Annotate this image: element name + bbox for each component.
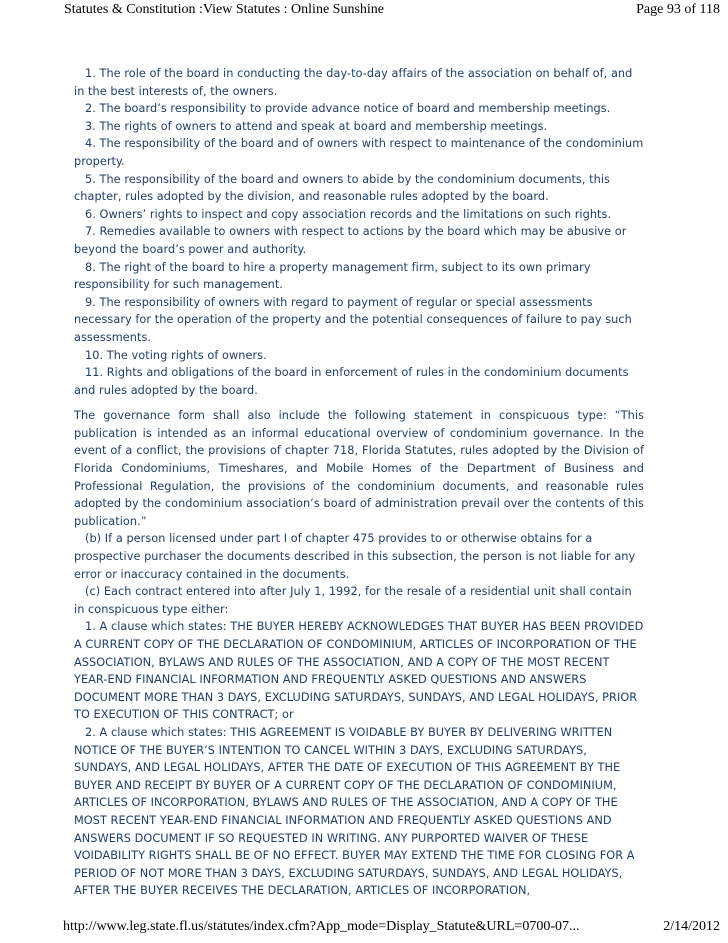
page-number: Page 93 of 118 (636, 2, 720, 17)
clause-2: 2. A clause which states: THIS AGREEMENT IS VOIDABLE BY BUYER BY DELIVERING WRITTEN NOTICE OF THE BUYER’S INTENTION TO CANCEL WITHIN 3 DAYS, EXCLUDING SATURDAYS, SUNDAYS, AND LEGAL HOLIDAYS, AFTER THE DATE OF EXECUTION OF THIS AGREEMENT BY THE BUYER AND RECEIPT BY BUYER OF A CURRENT COPY OF THE DECLARATION OF CONDOMINIUM, ARTICLES OF INCORPORATION, BYLAWS AND RULES OF THE ASSOCIATION, AND A COPY OF THE MOST RECENT YEAR-END FINANCIAL INFORMATION AND FREQUENTLY ASKED QUESTIONS AND ANSWERS DOCUMENT IF SO REQUESTED IN WRITING. ANY PURPORTED WAIVER OF THESE VOIDABILITY RIGHTS SHALL BE OF NO EFFECT. BUYER MAY EXTEND THE TIME FOR CLOSING FOR A PERIOD OF NOT MORE THAN 3 DAYS, EXCLUDING SATURDAYS, SUNDAYS, AND LEGAL HOLIDAYS, AFTER THE BUYER RECEIVES THE DECLARATION, ARTICLES OF INCORPORATION, (74, 725, 635, 898)
print-header (64, 2, 720, 22)
print-date: 2/14/2012 (663, 919, 720, 934)
page-title: Statutes & Constitution :View Statutes : Online Sunshine (64, 2, 384, 17)
list-item: 7. Remedies available to owners with respect to actions by the board which may be abusive or beyond the board’s power and authority. (74, 225, 627, 256)
paragraph-b: (b) If a person licensed under part I of chapter 475 provides to or otherwise obtains for a prospective purchaser the documents described in this subsection, the person is not liable for any error or inaccuracy contained in the documents. (74, 532, 636, 581)
list-item: 10. The voting rights of owners. (85, 348, 267, 362)
list-item: 11. Rights and obligations of the board in enforcement of rules in the condominium documents and rules adopted by the board. (74, 366, 629, 397)
list-item: 3. The rights of owners to attend and speak at board and membership meetings. (85, 119, 548, 133)
print-footer (63, 919, 720, 939)
statute-content (74, 65, 644, 900)
list-item: 2. The board’s responsibility to provide advance notice of board and membership meetings. (85, 102, 611, 116)
list-item: 6. Owners’ rights to inspect and copy association records and the limitations on such rights. (85, 207, 612, 221)
page-url: http://www.leg.state.fl.us/statutes/index.cfm?App_mode=Display_Statute&URL=0700-07... (63, 919, 580, 934)
list-item: 9. The responsibility of owners with regard to payment of regular or special assessments necessary for the operation of the property and the potential consequences of failure to pay such assessments. (74, 295, 632, 344)
paragraph-c: (c) Each contract entered into after July 1, 1992, for the resale of a residential unit shall contain in conspicuous type either: (74, 585, 632, 616)
clause-1: 1. A clause which states: THE BUYER HEREBY ACKNOWLEDGES THAT BUYER HAS BEEN PROVIDED A CURRENT COPY OF THE DECLARATION OF CONDOMINIUM, ARTICLES OF INCORPORATION OF THE ASSOCIATION, BYLAWS AND RULES OF THE ASSOCIATION, AND A COPY OF THE MOST RECENT YEAR-END FINANCIAL INFORMATION AND FREQUENTLY ASKED QUESTIONS AND ANSWERS DOCUMENT MORE THAN 3 DAYS, EXCLUDING SATURDAYS, SUNDAYS, AND LEGAL HOLIDAYS, PRIOR TO EXECUTION OF THIS CONTRACT; or (74, 620, 644, 722)
list-item: 5. The responsibility of the board and owners to abide by the condominium documents, this chapter, rules adopted by the division, and reasonable rules adopted by the board. (74, 172, 610, 204)
list-item: 1. The role of the board in conducting the day-to-day affairs of the association on behalf of, and in the best interests of, the owners. (74, 67, 633, 98)
governance-statement: The governance form shall also include the following statement in conspicuous type: “This publication is intended as an informal educational overview of condominium governance. In the event of a conflict, the provisions of chapter 718, Florida Statutes, rules adopted by the Division of Florida Condominiums, Timeshares, and Mobile Homes of the Department of Business and Professional Regulation, the provisions of the condominium documents, and reasonable rules adopted by the condominium association’s board of administration prevail over the contents of this publication.” (74, 409, 644, 528)
list-item: 8. The right of the board to hire a property management firm, subject to its own primary responsibility for such management. (74, 260, 591, 292)
list-item: 4. The responsibility of the board and of owners with respect to maintenance of the condominium property. (74, 137, 644, 168)
